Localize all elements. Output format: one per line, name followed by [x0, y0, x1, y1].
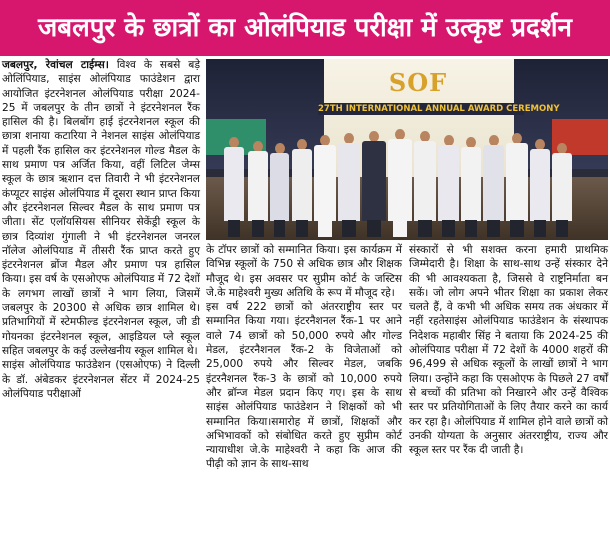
column3-paragraph-1: संस्कारों से भी सशक्त करना हमारी प्राथमिक जिम्मेदारी है। शिक्षा के साथ-साथ उन्हें संस्कार देने की भी आवश्यकता है, जिससे वे राष्ट्रनिर्माता बन सकें। जो लोग अपने भीतर शिक्षा का प्रकाश लेकर चलते हैं, वे कभी भी अधिक समय तक अंधकार में नहीं रहतेसाइंस ओलंपियाड फाउंडेशन के संस्थापक निदेशक महाबीर सिंह ने बताया कि 2024-25 की ओलंपियाड परीक्षा में 72 देशों के 4000 शहरों की 96,499 से अधिक स्कूलों के लाखों छात्रों ने भाग लिया। उन्होंने कहा कि एसओएफ के पिछले 27 वर्षों से बच्चों की प्रतिभा को निखारने और उन्हें वैश्विक स्तर पर प्रतियोगिताओं के लिए तैयार करने का कार्य कर रहा है। ओलंपियाड में शामिल होने वाले छात्रों को उनकी योग्यता के अनुसार अंतरराष्ट्रीय, राज्य और स्कूल स्तर पर रैंक दी जाती है। — [409, 244, 608, 457]
column1-lead-paragraph — [2, 58, 200, 358]
photo-person — [388, 129, 412, 237]
award-ceremony-photo — [206, 59, 608, 240]
article-column-1 — [2, 58, 200, 547]
photo-person — [552, 143, 572, 237]
photo-person — [414, 131, 436, 237]
column1-paragraph-2: साइंस ओलंपियाड फाउंडेशन (एसओएफ) ने दिल्ली के डॉ. अंबेडकर इंटरनेशनल सेंटर में 2024-25 ओलंपियाड परीक्षाओं — [2, 359, 200, 400]
article-column-3 — [409, 243, 608, 547]
headline: जबलपुर के छात्रों का ओलंपियाड परीक्षा में उत्कृष्ट प्रदर्शन — [38, 13, 572, 43]
photo-person — [314, 135, 336, 237]
column2-paragraph-2: इस वर्ष 222 छात्रों को अंतरराष्ट्रीय स्तर पर सम्मानित किया गया। इंटरनैशनल रैंक-1 पर आने वाले 74 छात्रों को 50,000 रुपये और गोल्ड मेडल, इंटरनैशनल रैंक-2 के विजेताओं को 25,000 रुपये और सिल्वर मेडल, जबकि इंटरनैशनल रैंक-3 के छात्रों को 10,000 रुपये और ब्रॉन्ज मेडल प्रदान किए गए। इस के साथ साइंस ओलंपियाड फाउंडेशन ने शिक्षकों को भी सम्मानित किया।समारोह में छात्रों, शिक्षकों और अभिभावकों को संबोधित करते हुए सुप्रीम कोर्ट न्यायाधीश जे.के माहेश्वरी ने कहा कि आज की पीढ़ी को ज्ञान के साथ-साथ — [206, 301, 402, 471]
photo-person — [292, 139, 312, 237]
dateline: जबलपुर, रेवांचल टाईम्स। — [2, 59, 109, 71]
photo-person — [438, 135, 459, 237]
photo-person — [461, 137, 481, 237]
column1-lead-text: विश्व के सबसे बड़े ओलिंपियाड, साइंस ओलंपियाड फाउंडेशन द्वारा आयोजित इंटरनेशनल ओलंपियाड परीक्षा 2024-25 में जबलपुर के तीन छात्रों ने इंटरनेशनल रैंक हासिल की है। बिलबोंग हाई इंटरनेशनल स्कूल की छात्रा शनाया कटारिया ने नेशनल साइंस ओलंपियाड में पहली रैंक हासिल कर इंटरनेशनल गोल्ड मैडल के साथ प्रमाण पत्र अर्जित किया, वहीं लिटिल जेम्स स्कूल के छात्र ऋशान दत्त तिवारी ने भी इंटरनेशनल कंप्यूटर साइंस ओलंपियाड में दूसरा स्थान प्राप्त किया और इंटरनेशनल सिल्वर मैडल के साथ प्रमाण पत्र जीता। सेंट एलॉयसियस सीनियर सेकेंड्री स्कूल के छात्र दिव्यांश गुंगाली ने भी इंटरनेशनल जनरल नॉलेज ओलंपियाड में तीसरी रैंक प्राप्त करते हुए इंटरनेशनल ब्रोंज मैडल और प्रमाण पत्र हासिल किया। इस वर्ष के एसओएफ ओलंपियाड में 72 देशों के लगभग लाखों छात्रों ने भाग लिया, जिसमें जबलपुर के 20300 से अधिक छात्र शामिल थे। प्रतिभागियों में स्टेमफील्ड इंटरनेशनल स्कूल, जी डी गोयनका इंटरनेशनल स्कूल, आइडियल प्ले स्कूल सहित जबलपुर के कई उल्लेखनीय स्कूल शामिल थे। — [2, 59, 200, 357]
photo-person — [530, 139, 550, 237]
headline-banner — [0, 0, 610, 56]
photo-person — [224, 137, 244, 237]
article-column-2 — [206, 243, 402, 547]
sof-logo: SOF — [388, 67, 448, 97]
column2-paragraph-1: के टॉपर छात्रों को सम्मानित किया। इस कार्यक्रम में विभिन्न स्कूलों के 750 से अधिक छात्र और शिक्षक मौजूद थे। इस अवसर पर सुप्रीम कोर्ट के जस्टिस जे.के माहेश्वरी मुख्य अतिथि के रूप में मौजूद रहे। — [206, 244, 402, 299]
photo-person — [362, 131, 386, 237]
photo-person — [338, 133, 360, 237]
photo-person — [506, 133, 528, 237]
photo-person — [248, 141, 268, 237]
photo-person — [270, 143, 289, 237]
photo-person — [483, 135, 504, 237]
ceremony-banner-text: 27TH INTERNATIONAL ANNUAL AWARD CEREMONY — [318, 104, 560, 114]
